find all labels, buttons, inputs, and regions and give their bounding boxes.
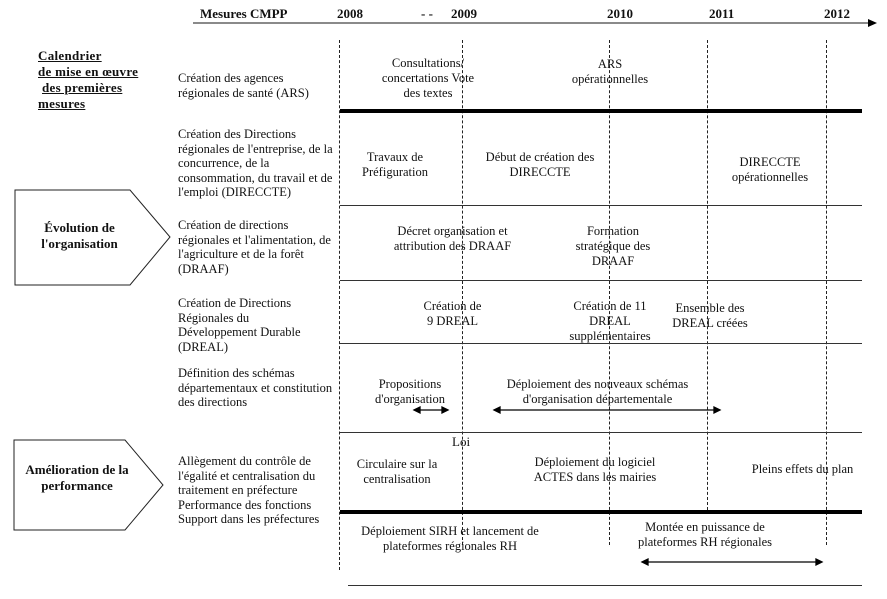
gridline-2008 bbox=[339, 40, 340, 570]
row-label-direccte: Création des Directions régionales de l'entreprise, de la concurrence, de la consommation, du travail et de l'emploi (DIRECCTE) bbox=[178, 127, 333, 199]
axis-arrowhead-icon bbox=[868, 19, 877, 27]
cell-dreal-11: Création de 11 DREAL supplémentaires bbox=[569, 299, 651, 343]
cell-circulaire: Circulaire sur la centralisation bbox=[356, 457, 438, 486]
arrowhead-icon bbox=[642, 559, 648, 565]
section-evolution: Évolution de l'organisation bbox=[41, 220, 118, 251]
cell-dreal-ensemble: Ensemble des DREAL créées bbox=[672, 301, 748, 330]
cell-direccte-prefiguration: Travaux de Préfiguration bbox=[362, 150, 428, 179]
cell-direccte-debut: Début de création des DIRECCTE bbox=[485, 150, 595, 179]
calendar-title-line: de mise en œuvre bbox=[38, 64, 139, 79]
cell-loi: Loi bbox=[452, 434, 471, 449]
separator bbox=[340, 432, 862, 433]
calendar-title-line: des premières bbox=[42, 80, 123, 95]
cell-ars-operationnelles: ARS opérationnelles bbox=[571, 57, 649, 86]
separator bbox=[340, 510, 862, 514]
year-2012: 2012 bbox=[824, 6, 850, 21]
row-label-dreal: Création de Directions Régionales du Développement Durable (DREAL) bbox=[178, 296, 301, 354]
gridline-2009 bbox=[462, 40, 463, 545]
cell-draaf-decret: Décret organisation et attribution des DRAAF bbox=[393, 224, 512, 253]
year-2010: 2010 bbox=[607, 6, 633, 21]
separator bbox=[340, 109, 862, 113]
year-2008: 2008 bbox=[337, 6, 363, 21]
cell-dreal-9: Création de 9 DREAL bbox=[423, 299, 482, 328]
calendar-title bbox=[38, 48, 138, 112]
row-label-schemas: Définition des schémas départementaux et constitution des directions bbox=[178, 366, 333, 409]
row-label-support: Performance des fonctions Support dans les préfectures bbox=[178, 497, 320, 526]
arrowhead-icon bbox=[414, 407, 420, 413]
cell-direccte-operationnelles: DIRECCTE opérationnelles bbox=[731, 155, 809, 184]
calendar-title-line: mesures bbox=[38, 96, 86, 111]
arrowhead-icon bbox=[494, 407, 500, 413]
row-label-ars: Création des agences régionales de santé (ARS) bbox=[178, 71, 309, 100]
year-2011: 2011 bbox=[709, 6, 735, 21]
row-label-allegement: Allègement du contrôle de l'égalité et centralisation du traitement en préfecture bbox=[178, 454, 316, 497]
row-label-performance-group bbox=[178, 454, 338, 527]
cell-sirh: Déploiement SIRH et lancement de plateformes régionales RH bbox=[361, 524, 539, 553]
arrowhead-icon bbox=[442, 407, 448, 413]
section-amelioration: Amélioration de la performance bbox=[25, 462, 129, 493]
arrowhead-icon bbox=[816, 559, 822, 565]
cell-montee-puissance: Montée en puissance de plateformes RH régionales bbox=[638, 520, 772, 549]
header-title: Mesures CMPP bbox=[200, 6, 288, 21]
cell-propositions: Propositions d'organisation bbox=[374, 377, 446, 406]
year-gap: - - bbox=[421, 6, 433, 21]
cell-pleins-effets: Pleins effets du plan bbox=[751, 462, 854, 476]
cell-ars-consultations: Consultations/ concertations Vote des textes bbox=[381, 56, 475, 100]
separator bbox=[348, 585, 862, 586]
cell-actes: Déploiement du logiciel ACTES dans les mairies bbox=[533, 455, 657, 484]
separator bbox=[340, 205, 862, 206]
cell-deploiement-schemas: Déploiement des nouveaux schémas d'organisation départementale bbox=[506, 377, 689, 406]
arrowhead-icon bbox=[714, 407, 720, 413]
calendar-title-line: Calendrier bbox=[38, 48, 102, 63]
cell-draaf-formation: Formation stratégique des DRAAF bbox=[575, 224, 651, 268]
year-2009: 2009 bbox=[451, 6, 477, 21]
separator bbox=[340, 280, 862, 281]
row-label-draaf: Création de directions régionales et l'alimentation, de l'agriculture et de la forêt (DRAAF) bbox=[178, 218, 331, 276]
